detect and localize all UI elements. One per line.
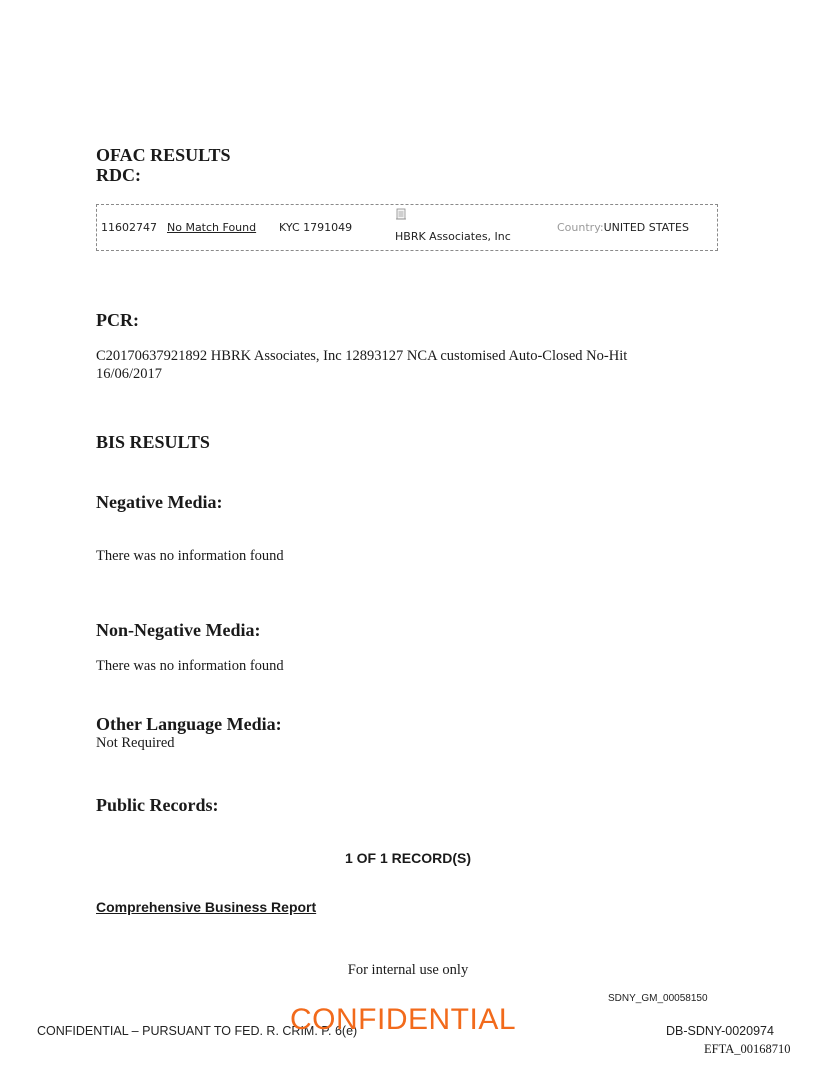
entity-name: HBRK Associates, Inc xyxy=(395,230,511,243)
bates-number: SDNY_GM_00058150 xyxy=(608,993,708,1004)
country-value: UNITED STATES xyxy=(603,221,689,234)
negative-media-text: There was no information found xyxy=(96,548,284,564)
non-negative-media-heading: Non-Negative Media: xyxy=(96,620,261,640)
ofac-results-heading: OFAC RESULTS xyxy=(96,145,231,165)
other-language-media-text: Not Required xyxy=(96,735,175,751)
rdc-record-id: 11602747 xyxy=(101,221,157,234)
pcr-record-line: C20170637921892 HBRK Associates, Inc 12893127 NCA customised Auto-Closed No-Hit xyxy=(96,348,628,364)
country-label: Country: xyxy=(557,221,604,234)
document-id: DB-SDNY-0020974 xyxy=(666,1024,774,1038)
efta-id: EFTA_00168710 xyxy=(704,1042,791,1056)
comprehensive-business-report-link[interactable]: Comprehensive Business Report xyxy=(96,899,317,915)
other-language-media-heading: Other Language Media: xyxy=(96,714,282,734)
public-records-heading: Public Records: xyxy=(96,795,219,815)
country-field xyxy=(557,221,689,234)
bis-results-heading: BIS RESULTS xyxy=(96,432,210,452)
kyc-number: KYC 1791049 xyxy=(279,221,353,234)
record-count: 1 OF 1 RECORD(S) xyxy=(344,850,471,866)
internal-use-note: For internal use only xyxy=(347,962,469,978)
confidential-legend: CONFIDENTIAL – PURSUANT TO FED. R. CRIM. P. 6(e) xyxy=(37,1024,358,1038)
document-icon[interactable] xyxy=(395,208,407,223)
rdc-result-row xyxy=(96,204,718,251)
confidential-stamp: CONFIDENTIAL xyxy=(290,1003,517,1036)
pcr-label: PCR: xyxy=(96,310,139,330)
rdc-label: RDC: xyxy=(96,165,141,185)
non-negative-media-text: There was no information found xyxy=(96,658,284,674)
no-match-found-link[interactable]: No Match Found xyxy=(167,221,257,234)
negative-media-heading: Negative Media: xyxy=(96,492,223,512)
pcr-record-date: 16/06/2017 xyxy=(96,366,163,382)
